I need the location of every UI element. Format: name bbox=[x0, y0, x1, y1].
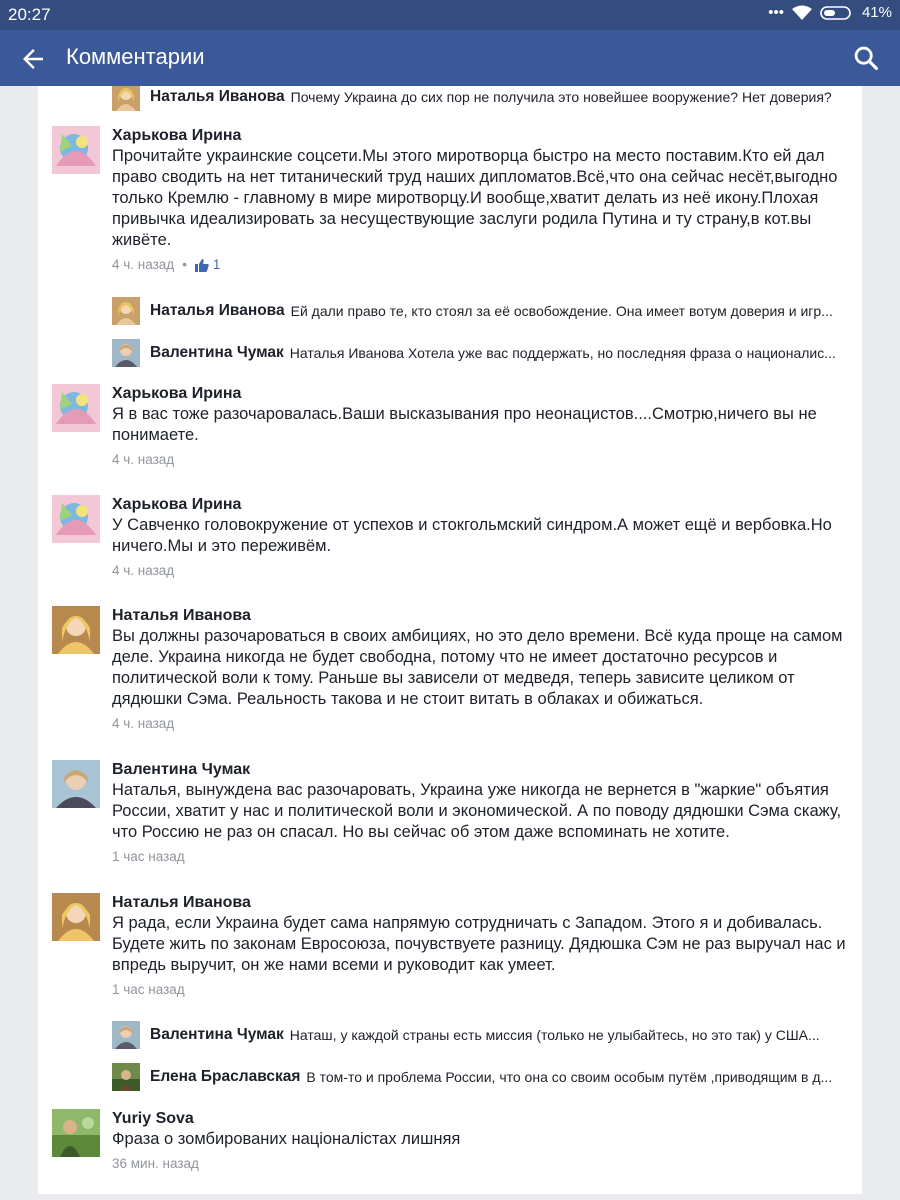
avatar[interactable] bbox=[52, 495, 100, 543]
avatar[interactable] bbox=[52, 606, 100, 654]
reply-text: Почему Украина до сих пор не получила это новейшее вооружение? Нет доверия? bbox=[290, 89, 832, 105]
comment-meta bbox=[112, 849, 847, 864]
avatar[interactable] bbox=[52, 384, 100, 432]
comment-meta bbox=[112, 1156, 847, 1171]
reply-item[interactable] bbox=[112, 1062, 847, 1092]
reply-item[interactable] bbox=[112, 86, 847, 112]
comment-author[interactable]: Валентина Чумак bbox=[112, 761, 251, 778]
comment-time[interactable]: 4 ч. назад bbox=[112, 257, 175, 272]
reply-author[interactable]: Наталья Иванова bbox=[150, 302, 285, 319]
comment-meta bbox=[112, 982, 847, 997]
reply-text: Наташ, у каждой страны есть миссия (только не улыбайтесь, но это так) у США... bbox=[289, 1027, 820, 1043]
comment-author[interactable]: Харькова Ирина bbox=[112, 127, 242, 144]
avatar[interactable] bbox=[52, 126, 100, 174]
comment-time[interactable]: 1 час назад bbox=[112, 982, 185, 997]
comment-text: У Савченко головокружение от успехов и стокгольмский синдром.А может ещё и вербовка.Но ничего.Мы и это переживём. bbox=[112, 516, 832, 555]
comment-time[interactable]: 1 час назад bbox=[112, 849, 185, 864]
comment-time[interactable]: 4 ч. назад bbox=[112, 716, 175, 731]
page-title: Комментарии bbox=[66, 44, 205, 69]
comment-meta bbox=[112, 257, 847, 272]
meta-separator: • bbox=[182, 257, 187, 272]
like-count-value: 1 bbox=[212, 257, 221, 272]
comment-time[interactable]: 4 ч. назад bbox=[112, 452, 175, 467]
search-icon[interactable] bbox=[852, 44, 880, 72]
reply-item[interactable] bbox=[112, 338, 847, 368]
wifi-icon bbox=[792, 5, 812, 21]
reply-author[interactable]: Наталья Иванова bbox=[150, 88, 285, 105]
avatar[interactable] bbox=[52, 1109, 100, 1157]
battery-percent: 41% bbox=[861, 4, 892, 21]
reply-author[interactable]: Валентина Чумак bbox=[150, 344, 284, 361]
reply-item[interactable] bbox=[112, 296, 847, 326]
comment-text: Я рада, если Украина будет сама напрямую сотрудничать с Западом. Этого я и добивалась. Будете жить по законам Евросоюза, почувствуете разницу. Дядюшка Сэм не раз выручал нас и впредь выручит, он же нами всеми и руководит как умеет. bbox=[112, 914, 846, 974]
comment-author[interactable]: Наталья Иванова bbox=[112, 607, 251, 624]
comment-time[interactable]: 36 мин. назад bbox=[112, 1156, 199, 1171]
comment-text: Вы должны разочароваться в своих амбициях, но это дело времени. Всё куда проще на самом деле. Украина никогда не будет свободна, потому что не имеет достаточно ресурсов и политической воли к тому. Раньше вы зависели от медведя, теперь зависите целиком от дядюшки Сэма. Реальность такова и не стоит витать в облаках и обижаться. bbox=[112, 627, 843, 708]
comment-time[interactable]: 4 ч. назад bbox=[112, 563, 175, 578]
avatar[interactable] bbox=[112, 1021, 140, 1049]
avatar[interactable] bbox=[112, 1063, 140, 1091]
comment-author[interactable]: Харькова Ирина bbox=[112, 496, 242, 513]
comment-text: Фраза о зомбированих націоналістах лишняя bbox=[112, 1130, 461, 1148]
more-dots-icon: ••• bbox=[768, 4, 784, 21]
status-time: 20:27 bbox=[8, 5, 51, 24]
avatar[interactable] bbox=[112, 339, 140, 367]
status-bar bbox=[0, 0, 900, 30]
avatar[interactable] bbox=[52, 893, 100, 941]
comment-author[interactable]: Наталья Иванова bbox=[112, 894, 251, 911]
app-bar bbox=[0, 30, 900, 86]
back-arrow-icon[interactable] bbox=[18, 44, 48, 74]
like-count[interactable] bbox=[195, 257, 221, 272]
comment-text: Наталья, вынуждена вас разочаровать, Украина уже никогда не вернется в "жаркие" объятия России, хватит у нас и политической воли и экономической. А по поводу дядюшки Сэма скажу, что Россию не раз он спасал. Но вы сейчас об этом даже вспоминать не хотите. bbox=[112, 781, 842, 841]
reply-author[interactable]: Валентина Чумак bbox=[150, 1026, 284, 1043]
comment-meta bbox=[112, 452, 847, 467]
reply-item[interactable] bbox=[112, 1020, 847, 1050]
reply-text: Ей дали право те, кто стоял за её освобождение. Она имеет вотум доверия и игр... bbox=[290, 303, 833, 319]
battery-icon bbox=[820, 5, 854, 21]
comment-author[interactable]: Yuriy Sova bbox=[112, 1110, 194, 1127]
reply-text: В том-то и проблема России, что она со своим особым путём ,приводящим в д... bbox=[306, 1069, 833, 1085]
comments-list bbox=[38, 86, 862, 1194]
comment-author[interactable]: Харькова Ирина bbox=[112, 385, 242, 402]
comment-meta bbox=[112, 563, 847, 578]
avatar[interactable] bbox=[52, 760, 100, 808]
comment-text: Я в вас тоже разочаровалась.Ваши высказывания про неонацистов....Смотрю,ничего вы не понимаете. bbox=[112, 405, 817, 444]
reply-author[interactable]: Елена Браславская bbox=[150, 1068, 301, 1085]
comment-text: Прочитайте украинские соцсети.Мы этого миротворца быстро на место поставим.Кто ей дал право сводить на нет титанический труд наших дипломатов.Всё,что она сейчас несёт,выгодно только Кремлю - главному в мире миротворцу.И вообще,хватит делать из неё икону.Плохая привычка идеализировать за несуществующие заслуги родила Путина и ту страну,в кот.вы живёте. bbox=[112, 147, 838, 249]
thumbs-up-icon bbox=[195, 258, 209, 272]
reply-text: Наталья Иванова Хотела уже вас поддержать, но последняя фраза о националис... bbox=[289, 345, 836, 361]
avatar[interactable] bbox=[112, 297, 140, 325]
status-icons bbox=[768, 4, 892, 21]
comment-meta bbox=[112, 716, 847, 731]
avatar[interactable] bbox=[112, 86, 140, 111]
